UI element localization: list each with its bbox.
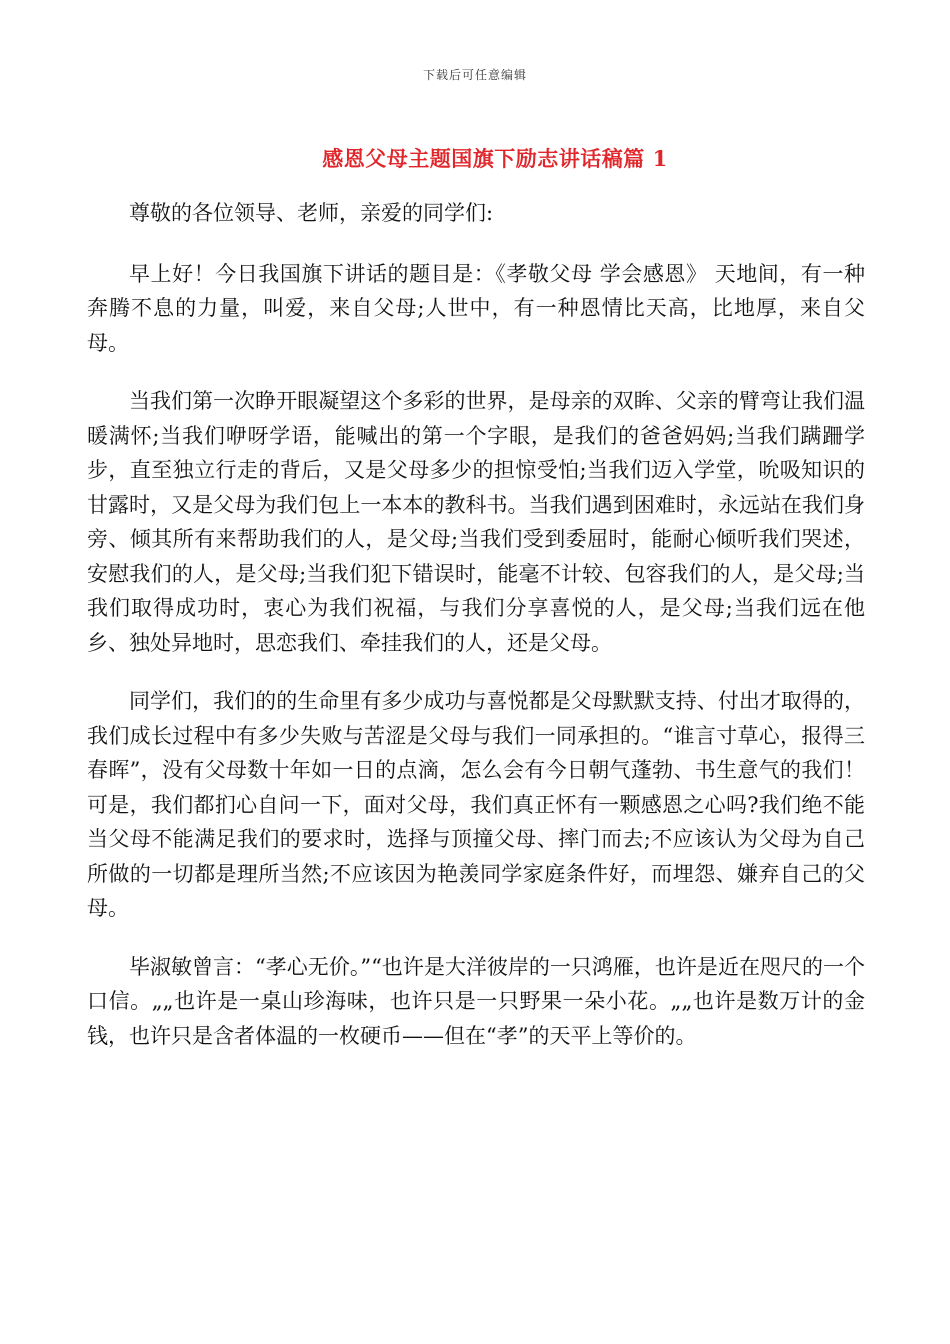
document-body [87, 196, 865, 1077]
paragraph-quote: 毕淑敏曾言：“孝心无价。”“也许是大洋彼岸的一只鸿雁，也许是近在咫尺的一个口信。„„也许是一桌山珍海味，也许只是一只野果一朵小花。„„也许是数万计的金钱，也许只是含者体温的一枚硬币——但在“孝”的天平上等价的。 [87, 954, 865, 1048]
salutation: 尊敬的各位领导、老师，亲爱的同学们: [129, 201, 494, 225]
header-note: 下载后可任意编辑 [422, 68, 527, 82]
document-title: 感恩父母主题国旗下励志讲话稿篇 1 [322, 146, 668, 171]
paragraph-gratitude: 同学们，我们的的生命里有多少成功与喜悦都是父母默默支持、付出才取得的，我们成长过程中有多少失败与苦涩是父母与我们一同承担的。“谁言寸草心，报得三春晖”，没有父母数十年如一日的点滴，怎么会有今日朝气蓬勃、书生意气的我们！可是，我们都扪心自问一下，面对父母，我们真正怀有一颗感恩之心吗?我们绝不能当父母不能满足我们的要求时，选择与顶撞父母、摔门而去;不应该认为父母为自己所做的一切都是理所当然;不应该因为艳羡同学家庭条件好，而埋怨、嫌弃自己的父母。 [87, 689, 865, 920]
paragraph-greeting: 早上好！今日我国旗下讲话的题目是：《孝敬父母 学会感恩》 天地间，有一种奔腾不息的力量，叫爱，来自父母;人世中，有一种恩情比天高，比地厚，来自父母。 [87, 261, 865, 355]
paragraph-childhood: 当我们第一次睁开眼凝望这个多彩的世界，是母亲的双眸、父亲的臂弯让我们温暖满怀;当我们咿呀学语，能喊出的第一个字眼，是我们的爸爸妈妈;当我们蹒跚学步，直至独立行走的背后，又是父母多少的担惊受怕;当我们迈入学堂，吮吸知识的甘露时，又是父母为我们包上一本本的教科书。当我们遇到困难时，永远站在我们身旁、倾其所有来帮助我们的人，是父母;当我们受到委屈时，能耐心倾听我们哭述，安慰我们的人，是父母;当我们犯下错误时，能毫不计较、包容我们的人，是父母;当我们取得成功时，衷心为我们祝福，与我们分享喜悦的人，是父母;当我们远在他乡、独处异地时，思恋我们、牵挂我们的人，还是父母。 [87, 389, 865, 655]
